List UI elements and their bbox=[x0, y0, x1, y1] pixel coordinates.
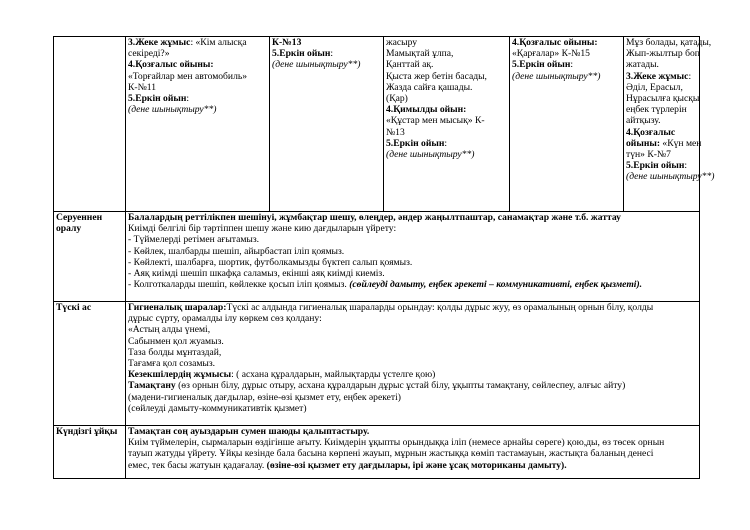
nap-content bbox=[126, 426, 700, 479]
free-play-heading: 5.Еркін ойын bbox=[626, 160, 685, 172]
text-line: - Түймелерді ретімен ағытамыз. bbox=[128, 234, 260, 246]
subject-note: (дене шынықтыру**) bbox=[386, 149, 475, 161]
free-play-heading: 5.Еркін ойын bbox=[128, 93, 187, 105]
nap-row bbox=[54, 426, 700, 479]
text-line: - Көйлек, шалбарды шешіп, айырбастап іліп қоямыз. bbox=[128, 245, 345, 257]
lunch-row bbox=[54, 302, 700, 426]
development-note: (сөйлеуді дамыту, еңбек әрекеті – коммуникативті, еңбек қызметі). bbox=[349, 279, 643, 291]
free-play-heading: 5.Еркін ойын bbox=[512, 59, 571, 71]
eating-heading: Тамақтану bbox=[128, 380, 176, 392]
individual-work-heading: 3.Жеке жұмыс bbox=[128, 37, 191, 48]
text-line: «Құстар мен мысық» К- bbox=[386, 115, 485, 127]
lunch-content bbox=[126, 302, 700, 426]
poem-line: Таза болды мұнтаздай, bbox=[128, 346, 222, 358]
return-from-walk-row bbox=[54, 212, 700, 302]
text-line: (мәдени-гигиеналық дағдылар, өзіне-өзі қызмет ету, еңбек әрекеті) bbox=[128, 391, 401, 403]
text-line: жатады. bbox=[626, 59, 659, 71]
text-line: - Көйлекті, шалбарға, шортик, футболкамызды бүктеп салып қоямыз. bbox=[128, 256, 413, 268]
section-heading: Тамақтан соң ауыздарын сумен шаюды қалыптастыру. bbox=[128, 426, 370, 437]
text-line: : bbox=[330, 48, 334, 60]
text-line: Әділ, Ерасыл, bbox=[626, 81, 683, 93]
text-line: Жып-жылтыр боп bbox=[626, 48, 700, 60]
text-line: Киімді белгілі бір тәртіппен шешу және кию дағдыларын үйрету: bbox=[128, 223, 397, 235]
text-line: : bbox=[688, 70, 692, 82]
text-line: К-№11 bbox=[128, 81, 156, 93]
text-line: : «Кім алысқа bbox=[190, 37, 247, 48]
text-line: еңбек түрлерін bbox=[626, 104, 687, 116]
poem-line: Тағамға қол созамыз. bbox=[128, 358, 216, 370]
movement-game-heading: 4.Қозғалыс ойыны: bbox=[512, 37, 598, 48]
daily-plan-table bbox=[53, 36, 715, 479]
text-line: (сөйлеуді дамыту-коммуникативтік қызмет) bbox=[128, 402, 307, 414]
row-label-line: Түскі ас bbox=[56, 302, 92, 313]
text-line: (өз орнын білу, дұрыс отыру, асхана құралдарын дұрыс ұстай білу, ұқыпты тамақтану, сөйлеспеу, алғыс айту) bbox=[175, 380, 626, 392]
text-line: айтқызу. bbox=[626, 115, 661, 127]
text-line: тауып жатуды үйрету. Ұйқы кезінде бала басына көрпені жауып, мұрнын жастыққа көміп тастамауын, жастықта баланың денесі bbox=[128, 448, 654, 460]
text-line: түн» К-№7 bbox=[626, 149, 671, 161]
free-play-heading: 5.Еркін ойын bbox=[386, 137, 445, 149]
text-line: (Қар) bbox=[386, 93, 408, 105]
text-line: : bbox=[186, 93, 190, 105]
text-line: : bbox=[684, 160, 688, 172]
subject-note: (дене шынықтыру**) bbox=[512, 70, 601, 82]
subject-note: (дене шынықтыру**) bbox=[128, 104, 217, 116]
hygiene-heading: Гигиеналық шаралар: bbox=[128, 302, 227, 313]
text-line: Мұз болады, қатады, bbox=[626, 37, 712, 48]
text-line: : bbox=[444, 137, 448, 149]
text-line: Нұрасылға қысқы bbox=[626, 93, 700, 105]
movement-game-heading: 4.Қозғалыс bbox=[626, 126, 676, 138]
text-line: - Колготкаларды шешіп, көйлекке қосып іліп қоямыз. bbox=[128, 279, 347, 291]
section-heading: Балалардың реттілікпен шешінуі, жұмбақтар шешу, өлеңдер, әндер жаңылтпаштар, санамақтар және т.б. жаттау bbox=[128, 212, 621, 223]
text-line: жасыру bbox=[386, 37, 418, 48]
text-line: секіреді?» bbox=[128, 48, 170, 60]
text-line: : bbox=[570, 59, 574, 71]
subject-note: (дене шынықтыру**) bbox=[626, 171, 715, 183]
text-line: емес, тек басы жатуын қадағалау. bbox=[128, 459, 267, 471]
text-line: «Торғайлар мен автомобиль» bbox=[128, 70, 248, 82]
thursday-cell bbox=[510, 37, 624, 212]
lunch-label bbox=[54, 302, 126, 426]
text-line: Жазда сайға қашады. bbox=[386, 81, 473, 93]
text-line: Мамықтай ұлпа, bbox=[386, 48, 454, 60]
card-number: К-№13 bbox=[272, 37, 302, 48]
row-label-line: Серуеннен bbox=[56, 212, 103, 223]
return-from-walk-content bbox=[126, 212, 700, 302]
movement-game-heading: 4.Қозғалыс ойыны: bbox=[128, 59, 214, 71]
development-note: (өзіне-өзі қызмет ету дағдылары, ірі және ұсақ моториканы дамыту). bbox=[266, 459, 567, 471]
text-line: : ( асхана құралдарын, майлықтарды үстелге қою) bbox=[231, 369, 436, 381]
text-line: «Қарғалар» К-№15 bbox=[512, 48, 590, 60]
monday-cell bbox=[126, 37, 270, 212]
text-line: - Аяқ киімді шешіп шкафқа саламыз, екінші аяқ киімді киеміз. bbox=[128, 268, 385, 280]
text-line: №13 bbox=[386, 126, 405, 138]
tuesday-cell bbox=[270, 37, 384, 212]
subject-note: (дене шынықтыру**) bbox=[272, 59, 361, 71]
text-line: Қанттай ақ. bbox=[386, 59, 434, 71]
row-label-line: оралу bbox=[56, 223, 82, 235]
poem-line: «Астың алды үнемі, bbox=[128, 324, 211, 336]
free-play-heading: 5.Еркін ойын bbox=[272, 48, 331, 60]
text-line: дұрыс сүрту, орамалды ілу көркем сөз қолдану: bbox=[128, 313, 322, 325]
individual-work-heading: 3.Жеке жұмыс bbox=[626, 70, 689, 82]
empty-label-cell bbox=[54, 37, 126, 212]
friday-cell bbox=[624, 37, 715, 212]
duty-heading: Кезекшілердің жұмысы bbox=[128, 369, 232, 381]
text-line: «Күн мен bbox=[660, 137, 702, 149]
wednesday-cell bbox=[384, 37, 510, 212]
text-line: Түскі ас алдында гигиеналық шараларды орындау: қолды дұрыс жуу, өз орамалының орнын білу, қолды bbox=[226, 302, 654, 313]
text-line: Қыста жер бетін басады, bbox=[386, 70, 487, 82]
text-line: Киім түймелерін, сырмаларын өздігінше ағыту. Киімдерін ұқыпты орындыққа іліп (немесе арнайы сөреге) қою,ды, өз төсек орнын bbox=[128, 437, 665, 449]
walk-activities-row bbox=[54, 37, 700, 212]
movement-game-heading: 4.Қимылды ойын: bbox=[386, 104, 467, 116]
row-label-line: Күндізгі ұйқы bbox=[56, 426, 118, 437]
return-from-walk-label bbox=[54, 212, 126, 302]
nap-label bbox=[54, 426, 126, 479]
poem-line: Сабынмен қол жуамыз. bbox=[128, 335, 224, 347]
movement-game-heading: ойыны: bbox=[626, 137, 661, 149]
